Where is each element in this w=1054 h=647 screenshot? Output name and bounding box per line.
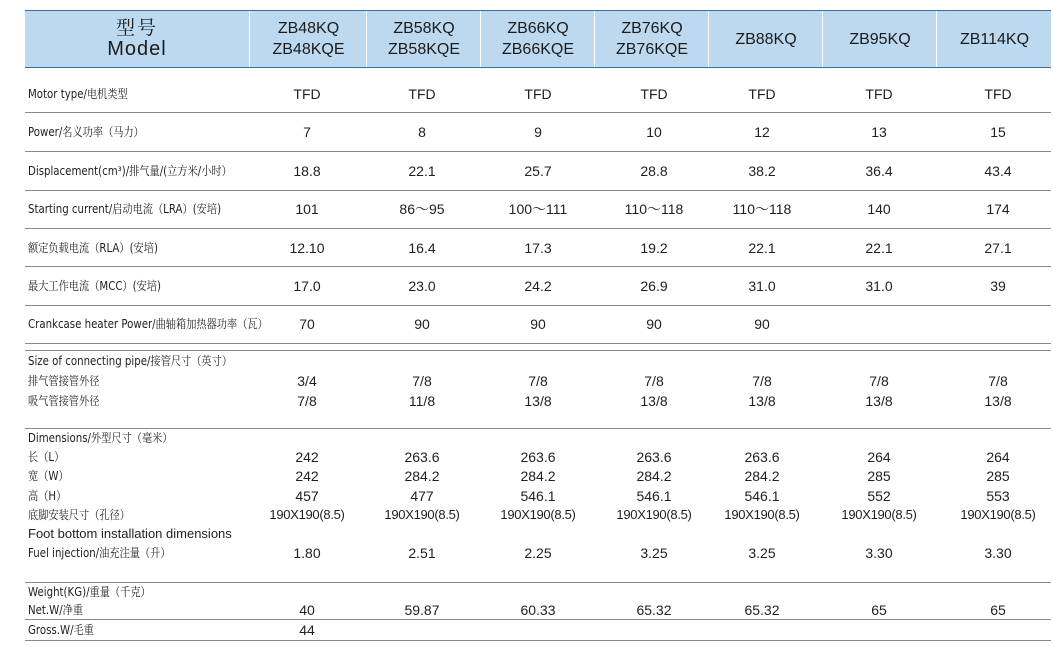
table-cell: TFD (524, 86, 552, 102)
table-cell: 190X190(8.5) (724, 507, 800, 522)
column-header-line1: ZB48KQ (277, 20, 340, 37)
table-cell: 90 (414, 316, 430, 332)
column-header-zb76kq (594, 11, 709, 67)
row-label: 长（L） (28, 450, 65, 464)
table-cell: 7 (303, 124, 311, 140)
table-cell: 90 (530, 316, 546, 332)
row-divider (25, 640, 1051, 641)
table-cell: 190X190(8.5) (616, 507, 692, 522)
table-cell: 7/8 (297, 393, 317, 409)
table-cell: 2.25 (524, 545, 552, 561)
table-cell: 27.1 (984, 240, 1012, 256)
table-cell: 59.87 (404, 602, 440, 618)
table-cell: 263.6 (520, 449, 556, 465)
column-header-line1: ZB58KQ (393, 20, 455, 37)
row-label: Size of connecting pipe/接管尺寸（英寸） (28, 354, 233, 368)
table-cell: 110～118 (624, 201, 684, 217)
table-cell: 13/8 (984, 393, 1012, 409)
table-cell: 15 (990, 124, 1006, 140)
row-divider (25, 343, 1051, 344)
table-cell: 86～95 (399, 201, 445, 217)
column-header-zb58kq (366, 11, 481, 67)
table-cell: 546.1 (520, 488, 556, 504)
row-label: Fuel injection/油充注量（升） (28, 546, 171, 560)
table-cell: TFD (865, 86, 893, 102)
column-header-zb114kq (936, 11, 1052, 67)
table-cell: 44 (299, 622, 315, 638)
row-label: Net.W/净重 (28, 603, 84, 617)
table-cell: TFD (640, 86, 668, 102)
table-cell: 284.2 (744, 468, 780, 484)
table-cell: 263.6 (404, 449, 440, 465)
row-label: 底脚安装尺寸（孔径） (28, 508, 131, 522)
table-cell: 17.0 (293, 278, 321, 294)
table-cell: 190X190(8.5) (269, 507, 345, 522)
table-cell: 477 (410, 488, 434, 504)
table-cell: 8 (418, 124, 426, 140)
table-cell: 3.30 (984, 545, 1012, 561)
column-header-line2: ZB58KQE (387, 41, 461, 58)
table-cell: 18.8 (293, 163, 321, 179)
table-cell: 3.25 (748, 545, 776, 561)
row-divider (25, 266, 1051, 267)
table-cell: 284.2 (520, 468, 556, 484)
model-header-cn: 型号 (115, 17, 158, 39)
table-cell: 65 (871, 602, 887, 618)
table-cell: 7/8 (752, 373, 772, 389)
row-label: Starting current/启动电流（LRA）(安培) (28, 202, 222, 216)
table-cell: 100～111 (508, 201, 568, 217)
table-cell: 242 (295, 468, 319, 484)
table-cell: 101 (295, 201, 319, 217)
table-cell: 90 (646, 316, 662, 332)
table-cell: 25.7 (524, 163, 552, 179)
table-cell: 10 (646, 124, 662, 140)
table-cell: 285 (986, 468, 1010, 484)
table-cell: 263.6 (744, 449, 780, 465)
table-cell: 26.9 (640, 278, 668, 294)
row-divider (25, 112, 1051, 113)
table-header-row (25, 10, 1051, 68)
table-cell: 16.4 (408, 240, 436, 256)
table-cell: 285 (867, 468, 891, 484)
table-cell: 39 (990, 278, 1006, 294)
table-cell: TFD (984, 86, 1012, 102)
table-cell: 65.32 (636, 602, 672, 618)
table-cell: 3.30 (865, 545, 893, 561)
table-cell: 22.1 (748, 240, 776, 256)
table-cell: 65 (990, 602, 1006, 618)
column-header-line1: ZB114KQ (959, 30, 1030, 48)
column-header-line2: ZB48KQE (272, 41, 345, 58)
table-cell: 40 (299, 602, 315, 618)
column-header-zb66kq (480, 11, 595, 67)
table-cell: 546.1 (744, 488, 780, 504)
table-cell: 7/8 (988, 373, 1008, 389)
column-header-line1: ZB88KQ (735, 30, 797, 48)
row-label: 最大工作电流（MCC）(安培) (28, 279, 162, 293)
row-divider (25, 228, 1051, 229)
table-cell: 284.2 (404, 468, 440, 484)
row-label: Motor type/电机类型 (28, 87, 128, 101)
table-cell: 190X190(8.5) (500, 507, 576, 522)
table-cell: 31.0 (865, 278, 893, 294)
row-label: Power/名义功率（马力） (28, 125, 144, 139)
table-cell: 11/8 (408, 393, 436, 409)
row-label: 宽（W） (28, 469, 69, 483)
table-cell: 263.6 (636, 449, 672, 465)
table-cell: 28.8 (640, 163, 668, 179)
table-cell: 22.1 (865, 240, 893, 256)
table-cell: 264 (867, 449, 891, 465)
table-cell: 12 (754, 124, 770, 140)
table-cell: 7/8 (869, 373, 889, 389)
table-cell: 3.25 (640, 545, 668, 561)
row-label: Weight(KG)/重量（千克） (28, 585, 151, 599)
row-divider (25, 305, 1051, 306)
column-header-zb48kq (249, 11, 367, 67)
row-label: Foot bottom installation dimensions (28, 526, 232, 541)
table-cell: 12.10 (289, 240, 325, 256)
table-cell: 174 (986, 201, 1010, 217)
row-divider (25, 350, 1051, 351)
row-divider (25, 619, 1051, 620)
table-cell: 1.80 (293, 545, 321, 561)
table-cell: 60.33 (520, 602, 556, 618)
table-cell: 22.1 (408, 163, 436, 179)
table-cell: 36.4 (865, 163, 893, 179)
column-header-line1: ZB66KQ (507, 20, 569, 37)
table-cell: 7/8 (412, 373, 432, 389)
table-cell: 190X190(8.5) (384, 507, 460, 522)
table-cell: 13/8 (640, 393, 668, 409)
table-cell: 13/8 (865, 393, 893, 409)
table-cell: 70 (299, 316, 315, 332)
table-cell: 90 (754, 316, 770, 332)
table-cell: TFD (748, 86, 776, 102)
column-header-zb95kq (822, 11, 937, 67)
row-label: Crankcase heater Power/曲轴箱加热器功率（瓦） (28, 317, 268, 331)
column-header-line2: ZB76KQE (615, 41, 689, 58)
row-divider (25, 582, 1051, 583)
column-header-line1: ZB76KQ (621, 20, 683, 37)
table-cell: 457 (295, 488, 319, 504)
table-cell: 13/8 (748, 393, 776, 409)
table-cell: 284.2 (636, 468, 672, 484)
table-cell: 13 (871, 124, 887, 140)
row-label: Displacement(cm³)/排气量/(立方米/小时） (28, 164, 232, 178)
table-cell: 43.4 (984, 163, 1012, 179)
table-cell: 242 (295, 449, 319, 465)
table-cell: 13/8 (524, 393, 552, 409)
table-cell: 3/4 (297, 373, 317, 389)
table-cell: 9 (534, 124, 542, 140)
column-header-line1: ZB95KQ (849, 30, 911, 48)
table-cell: 190X190(8.5) (960, 507, 1036, 522)
row-label: 吸气管接管外径 (28, 394, 100, 408)
table-cell: 190X190(8.5) (841, 507, 917, 522)
table-cell: 65.32 (744, 602, 780, 618)
row-label: 额定负载电流（RLA）(安培) (28, 241, 158, 255)
table-cell: 24.2 (524, 278, 552, 294)
table-cell: 546.1 (636, 488, 672, 504)
table-cell: TFD (293, 86, 321, 102)
table-cell: 31.0 (748, 278, 776, 294)
table-cell: 552 (867, 488, 891, 504)
table-cell: 110～118 (732, 201, 792, 217)
table-cell: 7/8 (528, 373, 548, 389)
table-cell: 7/8 (644, 373, 664, 389)
model-header-en: Model (107, 37, 167, 60)
row-divider (25, 151, 1051, 152)
row-label: 高（H） (28, 489, 67, 503)
table-cell: TFD (408, 86, 436, 102)
table-cell: 264 (986, 449, 1010, 465)
table-cell: 140 (867, 201, 891, 217)
table-cell: 19.2 (640, 240, 668, 256)
row-divider (25, 428, 1051, 429)
row-label: Dimensions/外型尺寸（毫米） (28, 431, 173, 445)
row-label: Gross.W/毛重 (28, 623, 94, 637)
table-cell: 2.51 (408, 545, 436, 561)
row-divider (25, 190, 1051, 191)
table-cell: 553 (986, 488, 1010, 504)
table-cell: 38.2 (748, 163, 776, 179)
column-header-zb88kq (708, 11, 823, 67)
table-cell: 17.3 (524, 240, 552, 256)
table-cell: 23.0 (408, 278, 436, 294)
column-header-line2: ZB66KQE (501, 41, 575, 58)
model-header-cell (25, 11, 249, 67)
row-label: 排气管接管外径 (28, 374, 100, 388)
